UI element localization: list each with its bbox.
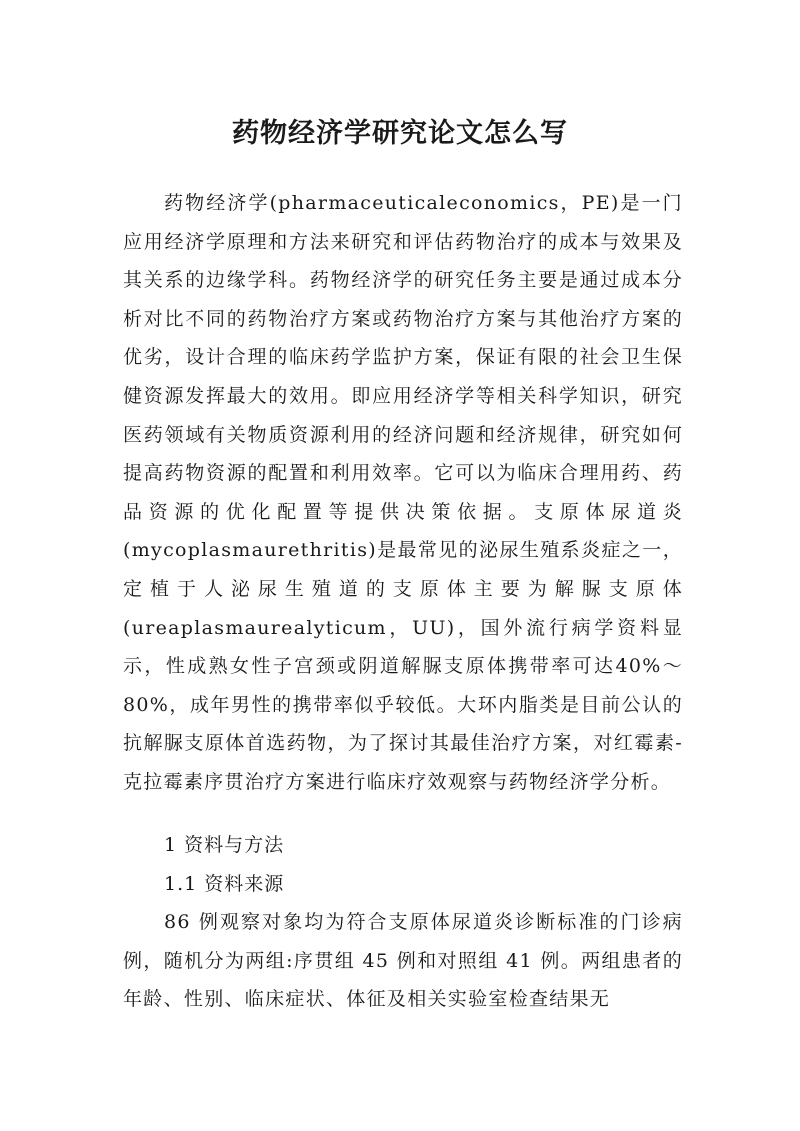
data-source-paragraph: 86 例观察对象均为符合支原体尿道炎诊断标准的门诊病例，随机分为两组:序贯组 45 例和对照组 41 例。两组患者的年龄、性别、临床症状、体征及相关实验室检查结果无 [123,911,683,1011]
intro-paragraph: 药物经济学(pharmaceuticaleconomics，PE)是一门应用经济学原理和方法来研究和评估药物治疗的成本与效果及其关系的边缘学科。药物经济学的研究任务主要是通过成本分析对比不同的药物治疗方案或药物治疗方案与其他治疗方案的优劣，设计合理的临床药学监护方案，保证有限的社会卫生保健资源发挥最大的效用。即应用经济学等相关科学知识，研究医药领域有关物质资源利用的经济问题和经济规律，研究如何提高药物资源的配置和利用效率。它可以为临床合理用药、药品资源的优化配置等提供决策依据。支原体尿道炎(mycoplasmaurethritis)是最常见的泌尿生殖系炎症之一，定植于人泌尿生殖道的支原体主要为解脲支原体(ureaplasmaurealyticum，UU)，国外流行病学资料显示，性成熟女性子宫颈或阴道解脲支原体携带率可达40%～80%，成年男性的携带率似乎较低。大环内脂类是目前公认的抗解脲支原体首选药物，为了探讨其最佳治疗方案，对红霉素-克拉霉素序贯治疗方案进行临床疗效观察与药物经济学分析。 [123,192,683,793]
document-title: 药物经济学研究论文怎么写 [232,118,568,150]
section-heading-materials-methods: 1 资料与方法 [164,834,285,856]
subsection-heading-data-source: 1.1 资料来源 [164,873,285,895]
